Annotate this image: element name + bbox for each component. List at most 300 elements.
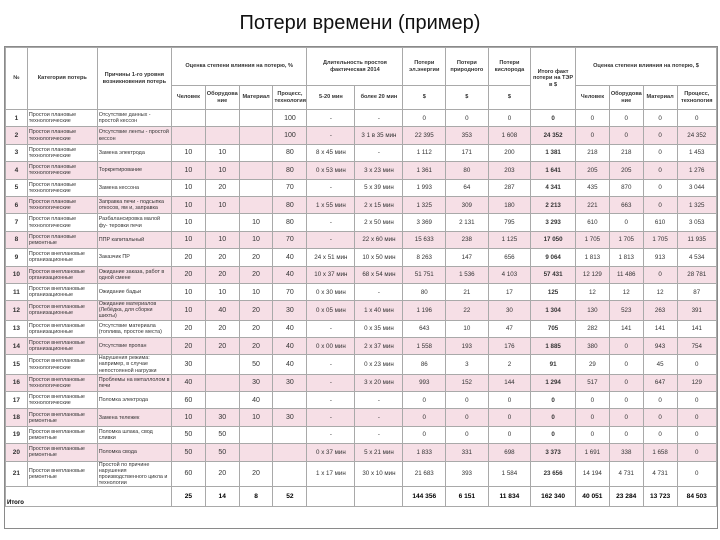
row-person-2: 218 xyxy=(575,144,609,161)
row-reason: Нарушения режима: например, в случае непостоянной нагрузки xyxy=(97,355,171,374)
row-material: 10 xyxy=(239,283,273,300)
row-loss-electricity: 80 xyxy=(403,283,446,300)
table-row xyxy=(6,127,717,144)
row-technology-2: 0 xyxy=(677,426,717,443)
row-duration-5-20: - xyxy=(307,214,355,231)
row-material: 20 xyxy=(239,461,273,486)
row-loss-oxygen: 1 584 xyxy=(488,461,531,486)
table-row xyxy=(6,196,717,213)
row-equipment-2: 12 xyxy=(609,283,643,300)
row-material: 10 xyxy=(239,409,273,426)
row-loss-electricity: 86 xyxy=(403,355,446,374)
header-duration-5-20: 5-20 мин xyxy=(307,86,355,110)
total-duration-over-20 xyxy=(355,486,403,506)
row-person: 10 xyxy=(171,409,205,426)
row-number: 17 xyxy=(6,392,28,409)
row-material xyxy=(239,196,273,213)
row-loss-oxygen: 0 xyxy=(488,110,531,127)
header-equipment: Оборудова ние xyxy=(205,86,239,110)
row-category: Простои внеплановые ремонтные xyxy=(27,461,97,486)
row-technology: 40 xyxy=(273,337,307,354)
row-material-2: 610 xyxy=(643,214,677,231)
row-duration-over-20: 10 х 50 мин xyxy=(355,249,403,266)
row-person: 20 xyxy=(171,249,205,266)
row-loss-gas: 0 xyxy=(446,409,489,426)
row-person-2: 610 xyxy=(575,214,609,231)
row-loss-electricity: 0 xyxy=(403,409,446,426)
row-material xyxy=(239,444,273,461)
row-equipment: 10 xyxy=(205,144,239,161)
row-material: 10 xyxy=(239,231,273,248)
row-equipment-2: 0 xyxy=(609,355,643,374)
row-number: 10 xyxy=(6,266,28,283)
row-equipment: 20 xyxy=(205,337,239,354)
row-number: 13 xyxy=(6,320,28,337)
row-fact-total: 0 xyxy=(531,426,576,443)
row-technology-2: 0 xyxy=(677,409,717,426)
row-category: Простои внеплановые организационные xyxy=(27,249,97,266)
row-duration-5-20: 10 х 37 мин xyxy=(307,266,355,283)
row-technology-2: 0 xyxy=(677,355,717,374)
row-technology: 40 xyxy=(273,355,307,374)
row-loss-oxygen: 47 xyxy=(488,320,531,337)
row-material-2: 647 xyxy=(643,374,677,391)
row-duration-5-20: - xyxy=(307,179,355,196)
row-reason: Отсутствие материала (топлива, простое места) xyxy=(97,320,171,337)
row-equipment-2: 1 813 xyxy=(609,249,643,266)
row-loss-gas: 309 xyxy=(446,196,489,213)
row-loss-gas: 147 xyxy=(446,249,489,266)
row-number: 3 xyxy=(6,144,28,161)
row-technology-2: 754 xyxy=(677,337,717,354)
row-technology-2: 0 xyxy=(677,392,717,409)
row-loss-electricity: 21 683 xyxy=(403,461,446,486)
row-material xyxy=(239,144,273,161)
row-category: Простои внеплановые организационные xyxy=(27,266,97,283)
row-loss-gas: 64 xyxy=(446,179,489,196)
row-material: 40 xyxy=(239,392,273,409)
row-material xyxy=(239,127,273,144)
row-loss-gas: 80 xyxy=(446,162,489,179)
row-reason: Заправка печи - подсыпка откосов, ям и, заправка xyxy=(97,196,171,213)
row-equipment: 20 xyxy=(205,179,239,196)
row-loss-electricity: 643 xyxy=(403,320,446,337)
total-technology-2: 84 503 xyxy=(677,486,717,506)
row-person-2: 435 xyxy=(575,179,609,196)
row-person-2: 0 xyxy=(575,426,609,443)
table-row xyxy=(6,249,717,266)
row-technology-2: 1 276 xyxy=(677,162,717,179)
row-reason: Ожидание материалов (Лебёдка, для сборки шихты) xyxy=(97,301,171,320)
row-loss-gas: 171 xyxy=(446,144,489,161)
row-duration-over-20: 3 х 20 мин xyxy=(355,374,403,391)
row-technology: 40 xyxy=(273,266,307,283)
row-number: 2 xyxy=(6,127,28,144)
header-duration: Длительность простоя фактическая 2014 xyxy=(307,48,403,86)
row-duration-over-20: 0 х 35 мин xyxy=(355,320,403,337)
row-person: 10 xyxy=(171,144,205,161)
row-duration-over-20: 22 х 60 мин xyxy=(355,231,403,248)
row-loss-gas: 0 xyxy=(446,426,489,443)
row-number: 4 xyxy=(6,162,28,179)
row-material-2: 4 731 xyxy=(643,461,677,486)
row-person: 50 xyxy=(171,426,205,443)
row-loss-oxygen: 17 xyxy=(488,283,531,300)
header-loss-gas: Потери природного xyxy=(446,48,489,86)
row-reason: Ожидание бадьи xyxy=(97,283,171,300)
total-equipment-2: 23 284 xyxy=(609,486,643,506)
row-material-2: 141 xyxy=(643,320,677,337)
row-equipment-2: 0 xyxy=(609,127,643,144)
row-person-2: 1 691 xyxy=(575,444,609,461)
row-person: 40 xyxy=(171,374,205,391)
row-technology-2: 3 044 xyxy=(677,179,717,196)
row-loss-oxygen: 698 xyxy=(488,444,531,461)
header-unit-oxygen: $ xyxy=(488,86,531,110)
row-equipment-2: 205 xyxy=(609,162,643,179)
row-technology: 100 xyxy=(273,110,307,127)
row-duration-over-20: 5 х 39 мин xyxy=(355,179,403,196)
row-fact-total: 17 050 xyxy=(531,231,576,248)
row-duration-over-20: - xyxy=(355,144,403,161)
row-loss-electricity: 1 993 xyxy=(403,179,446,196)
total-equipment: 14 xyxy=(205,486,239,506)
row-person-2: 1 813 xyxy=(575,249,609,266)
row-person: 10 xyxy=(171,231,205,248)
row-loss-electricity: 1 558 xyxy=(403,337,446,354)
row-number: 15 xyxy=(6,355,28,374)
row-loss-electricity: 0 xyxy=(403,392,446,409)
row-category: Простои внеплановые организационные xyxy=(27,283,97,300)
table-row xyxy=(6,231,717,248)
total-material: 8 xyxy=(239,486,273,506)
table-row xyxy=(6,355,717,374)
row-material: 20 xyxy=(239,337,273,354)
row-equipment: 10 xyxy=(205,231,239,248)
row-person-2: 29 xyxy=(575,355,609,374)
row-reason: Поломка электрода xyxy=(97,392,171,409)
header-reasons: Причины 1-го уровня возникновения потерь xyxy=(97,48,171,110)
row-loss-electricity: 1 833 xyxy=(403,444,446,461)
row-category: Простои плановые технологические xyxy=(27,196,97,213)
row-equipment: 20 xyxy=(205,266,239,283)
row-loss-oxygen: 4 103 xyxy=(488,266,531,283)
row-fact-total: 0 xyxy=(531,110,576,127)
row-person: 20 xyxy=(171,320,205,337)
row-equipment xyxy=(205,355,239,374)
row-material: 20 xyxy=(239,320,273,337)
row-technology: 80 xyxy=(273,214,307,231)
header-category: Категория потерь xyxy=(27,48,97,110)
row-technology-2: 11 935 xyxy=(677,231,717,248)
row-material-2: 1 658 xyxy=(643,444,677,461)
table-row xyxy=(6,110,717,127)
row-material: 20 xyxy=(239,249,273,266)
row-equipment-2: 4 731 xyxy=(609,461,643,486)
row-material-2: 0 xyxy=(643,179,677,196)
row-loss-oxygen: 2 xyxy=(488,355,531,374)
row-duration-over-20: 2 х 15 мин xyxy=(355,196,403,213)
row-duration-over-20: 0 х 23 мин xyxy=(355,355,403,374)
row-technology xyxy=(273,461,307,486)
row-number: 21 xyxy=(6,461,28,486)
row-equipment-2: 141 xyxy=(609,320,643,337)
row-loss-electricity: 1 112 xyxy=(403,144,446,161)
row-category: Простои плановые технологические xyxy=(27,162,97,179)
row-duration-over-20: - xyxy=(355,283,403,300)
row-person: 10 xyxy=(171,283,205,300)
row-number: 6 xyxy=(6,196,28,213)
row-technology: 80 xyxy=(273,162,307,179)
losses-table-sheet xyxy=(4,46,718,529)
row-loss-electricity: 0 xyxy=(403,426,446,443)
row-reason: Торкретирование xyxy=(97,162,171,179)
row-loss-electricity: 15 633 xyxy=(403,231,446,248)
row-material-2: 0 xyxy=(643,409,677,426)
row-person-2: 12 129 xyxy=(575,266,609,283)
row-equipment-2: 0 xyxy=(609,426,643,443)
row-duration-over-20: 1 х 40 мин xyxy=(355,301,403,320)
row-reason: Поломка шлака, свод сливки xyxy=(97,426,171,443)
row-person: 60 xyxy=(171,461,205,486)
row-technology xyxy=(273,426,307,443)
row-material-2: 0 xyxy=(643,144,677,161)
row-material: 50 xyxy=(239,355,273,374)
row-loss-gas: 0 xyxy=(446,110,489,127)
row-equipment xyxy=(205,214,239,231)
row-person-2: 14 194 xyxy=(575,461,609,486)
row-duration-5-20: 1 х 55 мин xyxy=(307,196,355,213)
row-equipment: 20 xyxy=(205,461,239,486)
row-loss-gas: 3 xyxy=(446,355,489,374)
row-number: 7 xyxy=(6,214,28,231)
row-loss-gas: 10 xyxy=(446,320,489,337)
row-technology-2: 141 xyxy=(677,320,717,337)
row-equipment: 10 xyxy=(205,162,239,179)
table-row xyxy=(6,426,717,443)
row-equipment-2: 0 xyxy=(609,337,643,354)
row-technology-2: 4 534 xyxy=(677,249,717,266)
row-duration-5-20: 0 х 00 мин xyxy=(307,337,355,354)
total-person: 25 xyxy=(171,486,205,506)
row-number: 5 xyxy=(6,179,28,196)
row-number: 1 xyxy=(6,110,28,127)
row-reason: Замена кессона xyxy=(97,179,171,196)
row-person: 10 xyxy=(171,162,205,179)
slide-title: Потери времени (пример) xyxy=(239,12,481,34)
total-material-2: 13 723 xyxy=(643,486,677,506)
row-category: Простои внеплановые технологические xyxy=(27,392,97,409)
row-category: Простои внеплановые ремонтные xyxy=(27,426,97,443)
row-loss-electricity: 8 263 xyxy=(403,249,446,266)
row-number: 14 xyxy=(6,337,28,354)
header-material-2: Материал xyxy=(643,86,677,110)
row-category: Простои плановые технологические xyxy=(27,127,97,144)
row-technology: 80 xyxy=(273,196,307,213)
row-technology: 40 xyxy=(273,249,307,266)
row-number: 8 xyxy=(6,231,28,248)
row-person: 10 xyxy=(171,179,205,196)
row-technology-2: 1 325 xyxy=(677,196,717,213)
row-number: 16 xyxy=(6,374,28,391)
row-technology xyxy=(273,444,307,461)
row-category: Простои плановые технологические xyxy=(27,179,97,196)
row-fact-total: 3 293 xyxy=(531,214,576,231)
row-loss-oxygen: 30 xyxy=(488,301,531,320)
row-person-2: 282 xyxy=(575,320,609,337)
row-person: 20 xyxy=(171,337,205,354)
total-loss-electricity: 144 356 xyxy=(403,486,446,506)
row-duration-5-20: - xyxy=(307,392,355,409)
row-technology: 40 xyxy=(273,320,307,337)
row-loss-gas: 0 xyxy=(446,392,489,409)
table-row xyxy=(6,409,717,426)
total-person-2: 40 051 xyxy=(575,486,609,506)
table-row xyxy=(6,144,717,161)
row-equipment: 50 xyxy=(205,426,239,443)
header-unit-gas: $ xyxy=(446,86,489,110)
row-duration-5-20: - xyxy=(307,374,355,391)
row-material-2: 0 xyxy=(643,266,677,283)
row-technology: 100 xyxy=(273,127,307,144)
header-fact-total: Итого факт потери на ТЭР в $ xyxy=(531,48,576,110)
row-material-2: 263 xyxy=(643,301,677,320)
row-person: 10 xyxy=(171,196,205,213)
row-category: Простои внеплановые технологические xyxy=(27,374,97,391)
row-equipment-2: 0 xyxy=(609,214,643,231)
row-category: Простои плановые ремонтные xyxy=(27,231,97,248)
row-technology-2: 1 453 xyxy=(677,144,717,161)
row-loss-electricity: 1 361 xyxy=(403,162,446,179)
row-category: Простои внеплановые технологические xyxy=(27,355,97,374)
row-fact-total: 91 xyxy=(531,355,576,374)
row-equipment-2: 1 705 xyxy=(609,231,643,248)
row-material-2: 0 xyxy=(643,162,677,179)
row-person-2: 1 705 xyxy=(575,231,609,248)
row-person: 10 xyxy=(171,214,205,231)
row-loss-gas: 393 xyxy=(446,461,489,486)
row-equipment-2: 0 xyxy=(609,409,643,426)
row-person: 50 xyxy=(171,444,205,461)
row-loss-electricity: 1 196 xyxy=(403,301,446,320)
row-number: 20 xyxy=(6,444,28,461)
row-loss-oxygen: 200 xyxy=(488,144,531,161)
row-fact-total: 4 341 xyxy=(531,179,576,196)
row-reason: Поломка свода xyxy=(97,444,171,461)
row-category: Простои внеплановые ремонтные xyxy=(27,444,97,461)
table-row xyxy=(6,461,717,486)
header-no: № xyxy=(6,48,28,110)
header-person: Человек xyxy=(171,86,205,110)
row-material xyxy=(239,426,273,443)
row-category: Простои внеплановые ремонтные xyxy=(27,409,97,426)
row-person-2: 205 xyxy=(575,162,609,179)
row-person: 60 xyxy=(171,392,205,409)
row-loss-electricity: 1 325 xyxy=(403,196,446,213)
row-reason: Отсутствие ленты - простой кессон xyxy=(97,127,171,144)
row-duration-over-20: 5 х 21 мин xyxy=(355,444,403,461)
row-fact-total: 1 294 xyxy=(531,374,576,391)
header-technology-2: Процесс, технология xyxy=(677,86,717,110)
row-reason: Ожидание заказа, работ в одной смене xyxy=(97,266,171,283)
row-material-2: 0 xyxy=(643,426,677,443)
row-equipment: 20 xyxy=(205,320,239,337)
row-loss-electricity: 3 369 xyxy=(403,214,446,231)
header-eval-dollar: Оценка степени влияния на потерю, $ xyxy=(575,48,716,86)
row-equipment-2: 663 xyxy=(609,196,643,213)
row-loss-electricity: 22 395 xyxy=(403,127,446,144)
row-person: 10 xyxy=(171,301,205,320)
row-person-2: 0 xyxy=(575,127,609,144)
row-material: 30 xyxy=(239,374,273,391)
row-loss-gas: 21 xyxy=(446,283,489,300)
total-duration-5-20 xyxy=(307,486,355,506)
row-reason: ППР капитальный xyxy=(97,231,171,248)
row-duration-over-20: 2 х 50 мин xyxy=(355,214,403,231)
row-fact-total: 9 064 xyxy=(531,249,576,266)
row-person: 20 xyxy=(171,266,205,283)
row-category: Простои плановые технологические xyxy=(27,110,97,127)
total-fact: 162 340 xyxy=(531,486,576,506)
row-technology-2: 0 xyxy=(677,461,717,486)
row-person-2: 221 xyxy=(575,196,609,213)
row-equipment: 40 xyxy=(205,301,239,320)
row-material xyxy=(239,179,273,196)
row-equipment xyxy=(205,392,239,409)
row-category: Простои внеплановые организационные xyxy=(27,301,97,320)
table-row xyxy=(6,162,717,179)
row-fact-total: 1 641 xyxy=(531,162,576,179)
row-technology-2: 0 xyxy=(677,110,717,127)
row-number: 9 xyxy=(6,249,28,266)
row-material-2: 0 xyxy=(643,110,677,127)
row-technology-2: 3 053 xyxy=(677,214,717,231)
row-material xyxy=(239,162,273,179)
row-technology: 30 xyxy=(273,409,307,426)
row-loss-gas: 152 xyxy=(446,374,489,391)
row-duration-5-20: 24 х 51 мин xyxy=(307,249,355,266)
row-category: Простои внеплановые организационные xyxy=(27,320,97,337)
row-equipment: 20 xyxy=(205,249,239,266)
row-loss-electricity: 51 751 xyxy=(403,266,446,283)
header-loss-electricity: Потери эл.энергии xyxy=(403,48,446,86)
row-person-2: 0 xyxy=(575,110,609,127)
row-loss-oxygen: 203 xyxy=(488,162,531,179)
row-fact-total: 24 352 xyxy=(531,127,576,144)
row-duration-5-20: - xyxy=(307,426,355,443)
row-number: 19 xyxy=(6,426,28,443)
row-technology: 30 xyxy=(273,301,307,320)
row-duration-over-20: - xyxy=(355,110,403,127)
row-loss-electricity: 993 xyxy=(403,374,446,391)
row-category: Простои внеплановые организационные xyxy=(27,337,97,354)
row-equipment-2: 11 486 xyxy=(609,266,643,283)
row-duration-over-20: 30 х 10 мин xyxy=(355,461,403,486)
row-material: 20 xyxy=(239,266,273,283)
row-reason: Отсутствие данных - простой кессон xyxy=(97,110,171,127)
table-row xyxy=(6,266,717,283)
row-reason: Разбалансировка малой фу- теровки печи xyxy=(97,214,171,231)
row-loss-oxygen: 1 608 xyxy=(488,127,531,144)
row-person-2: 517 xyxy=(575,374,609,391)
row-equipment xyxy=(205,127,239,144)
row-duration-5-20: 0 х 37 мин xyxy=(307,444,355,461)
header-duration-over-20: более 20 мин xyxy=(355,86,403,110)
row-material: 20 xyxy=(239,301,273,320)
row-loss-oxygen: 1 125 xyxy=(488,231,531,248)
header-unit-electricity: $ xyxy=(403,86,446,110)
row-loss-gas: 1 536 xyxy=(446,266,489,283)
